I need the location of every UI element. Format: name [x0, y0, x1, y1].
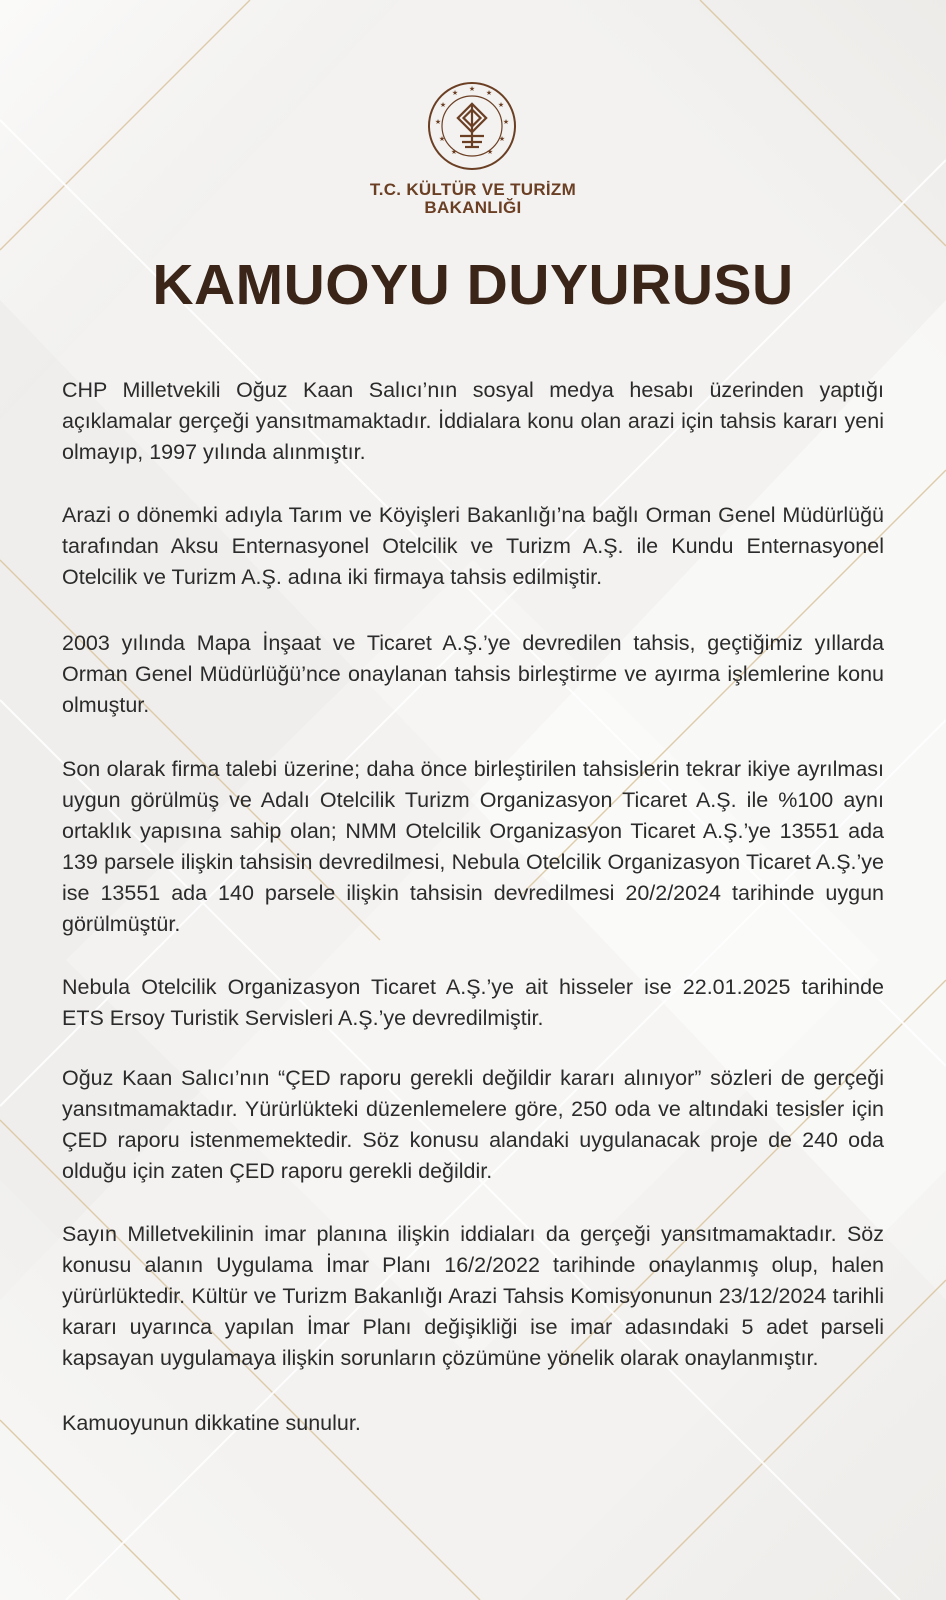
svg-text:★: ★ [434, 118, 442, 126]
paragraph-4: Son olarak firma talebi üzerine; daha önce birleştirilen tahsislerin tekrar ikiye ayrılması uygun görülmüş ve Adalı Otelcilik Turizm Organizasyon Ticaret A.Ş. ile %100 aynı ortaklık yapısına sahip olan; NMM Otelcilik Organizasyon Ticaret A.Ş.’ye 13551 ada 139 parsele ilişkin tahsisin devredilmesi, Nebula Otelcilik Organizasyon Ticaret A.Ş.’ye ise 13551 ada 140 parsele ilişkin tahsisin devredilmesi 20/2/2024 tarihinde uygun görülmüştür. [62, 757, 884, 936]
svg-text:★: ★ [502, 118, 510, 126]
ministry-emblem-icon [426, 80, 518, 172]
paragraph-5: Nebula Otelcilik Organizasyon Ticaret A.Ş.’ye ait hisseler ise 22.01.2025 tarihinde ETS Ersoy Turistik Servisleri A.Ş.’ye devredilmiştir. [62, 975, 884, 1030]
svg-text:★: ★ [439, 101, 447, 109]
svg-text:★: ★ [450, 148, 458, 156]
svg-text:★: ★ [451, 89, 459, 97]
svg-text:★: ★ [485, 89, 493, 97]
svg-text:★: ★ [486, 148, 494, 156]
svg-text:★: ★ [498, 135, 506, 143]
svg-text:★: ★ [468, 85, 476, 93]
paragraph-2: Arazi o dönemki adıyla Tarım ve Köyişleri Bakanlığı’na bağlı Orman Genel Müdürlüğü tarafından Aksu Enternasyonel Otelcilik ve Turizm A.Ş. ile Kundu Enternasyonel Otelcilik ve Turizm A.Ş. adına iki firmaya tahsis edilmiştir. [62, 503, 884, 589]
closing-line: Kamuoyunun dikkatine sunulur. [62, 1411, 361, 1435]
paragraph-1: CHP Milletvekili Oğuz Kaan Salıcı’nın sosyal medya hesabı üzerinden yaptığı açıklamalar gerçeği yansıtmamaktadır. İddialara konu olan arazi için tahsis kararı yeni olmayıp, 1997 yılında alınmıştır. [62, 378, 884, 464]
paragraph-6: Oğuz Kaan Salıcı’nın “ÇED raporu gerekli değildir kararı alınıyor” sözleri de gerçeği yansıtmamaktadır. Yürürlükteki düzenlemelere göre, 250 oda ve altındaki tesisler için ÇED raporu istenmemektedir. Söz konusu alandaki uygulanacak proje de 240 oda olduğu için zaten ÇED raporu gerekli değildir. [62, 1066, 884, 1183]
paragraph-3: 2003 yılında Mapa İnşaat ve Ticaret A.Ş.’ye devredilen tahsis, geçtiğimiz yıllarda Orman Genel Müdürlüğü’nce onaylanan tahsis birleştirme ve ayırma işlemlerine konu olmuştur. [62, 631, 884, 717]
ministry-name-line1: T.C. KÜLTÜR VE TURİZM [369, 180, 577, 199]
ministry-name-line2: BAKANLIĞI [424, 198, 522, 217]
page-title: KAMUOYU DUYURUSU [152, 253, 794, 317]
paragraph-7: Sayın Milletvekilinin imar planına ilişkin iddiaları da gerçeği yansıtmamaktadır. Söz konusu alanın Uygulama İmar Planı 16/2/2022 tarihinde onaylanmış olup, halen yürürlüktedir. Kültür ve Turizm Bakanlığı Arazi Tahsis Komisyonunun 23/12/2024 tarihli kararı uyarınca yapılan İmar Planı değişikliği ise imar adasındaki 5 adet parseli kapsayan uygulamaya ilişkin sorunların çözümüne yönelik olarak onaylanmıştır. [62, 1222, 884, 1370]
svg-text:★: ★ [438, 135, 446, 143]
svg-text:★: ★ [497, 101, 505, 109]
